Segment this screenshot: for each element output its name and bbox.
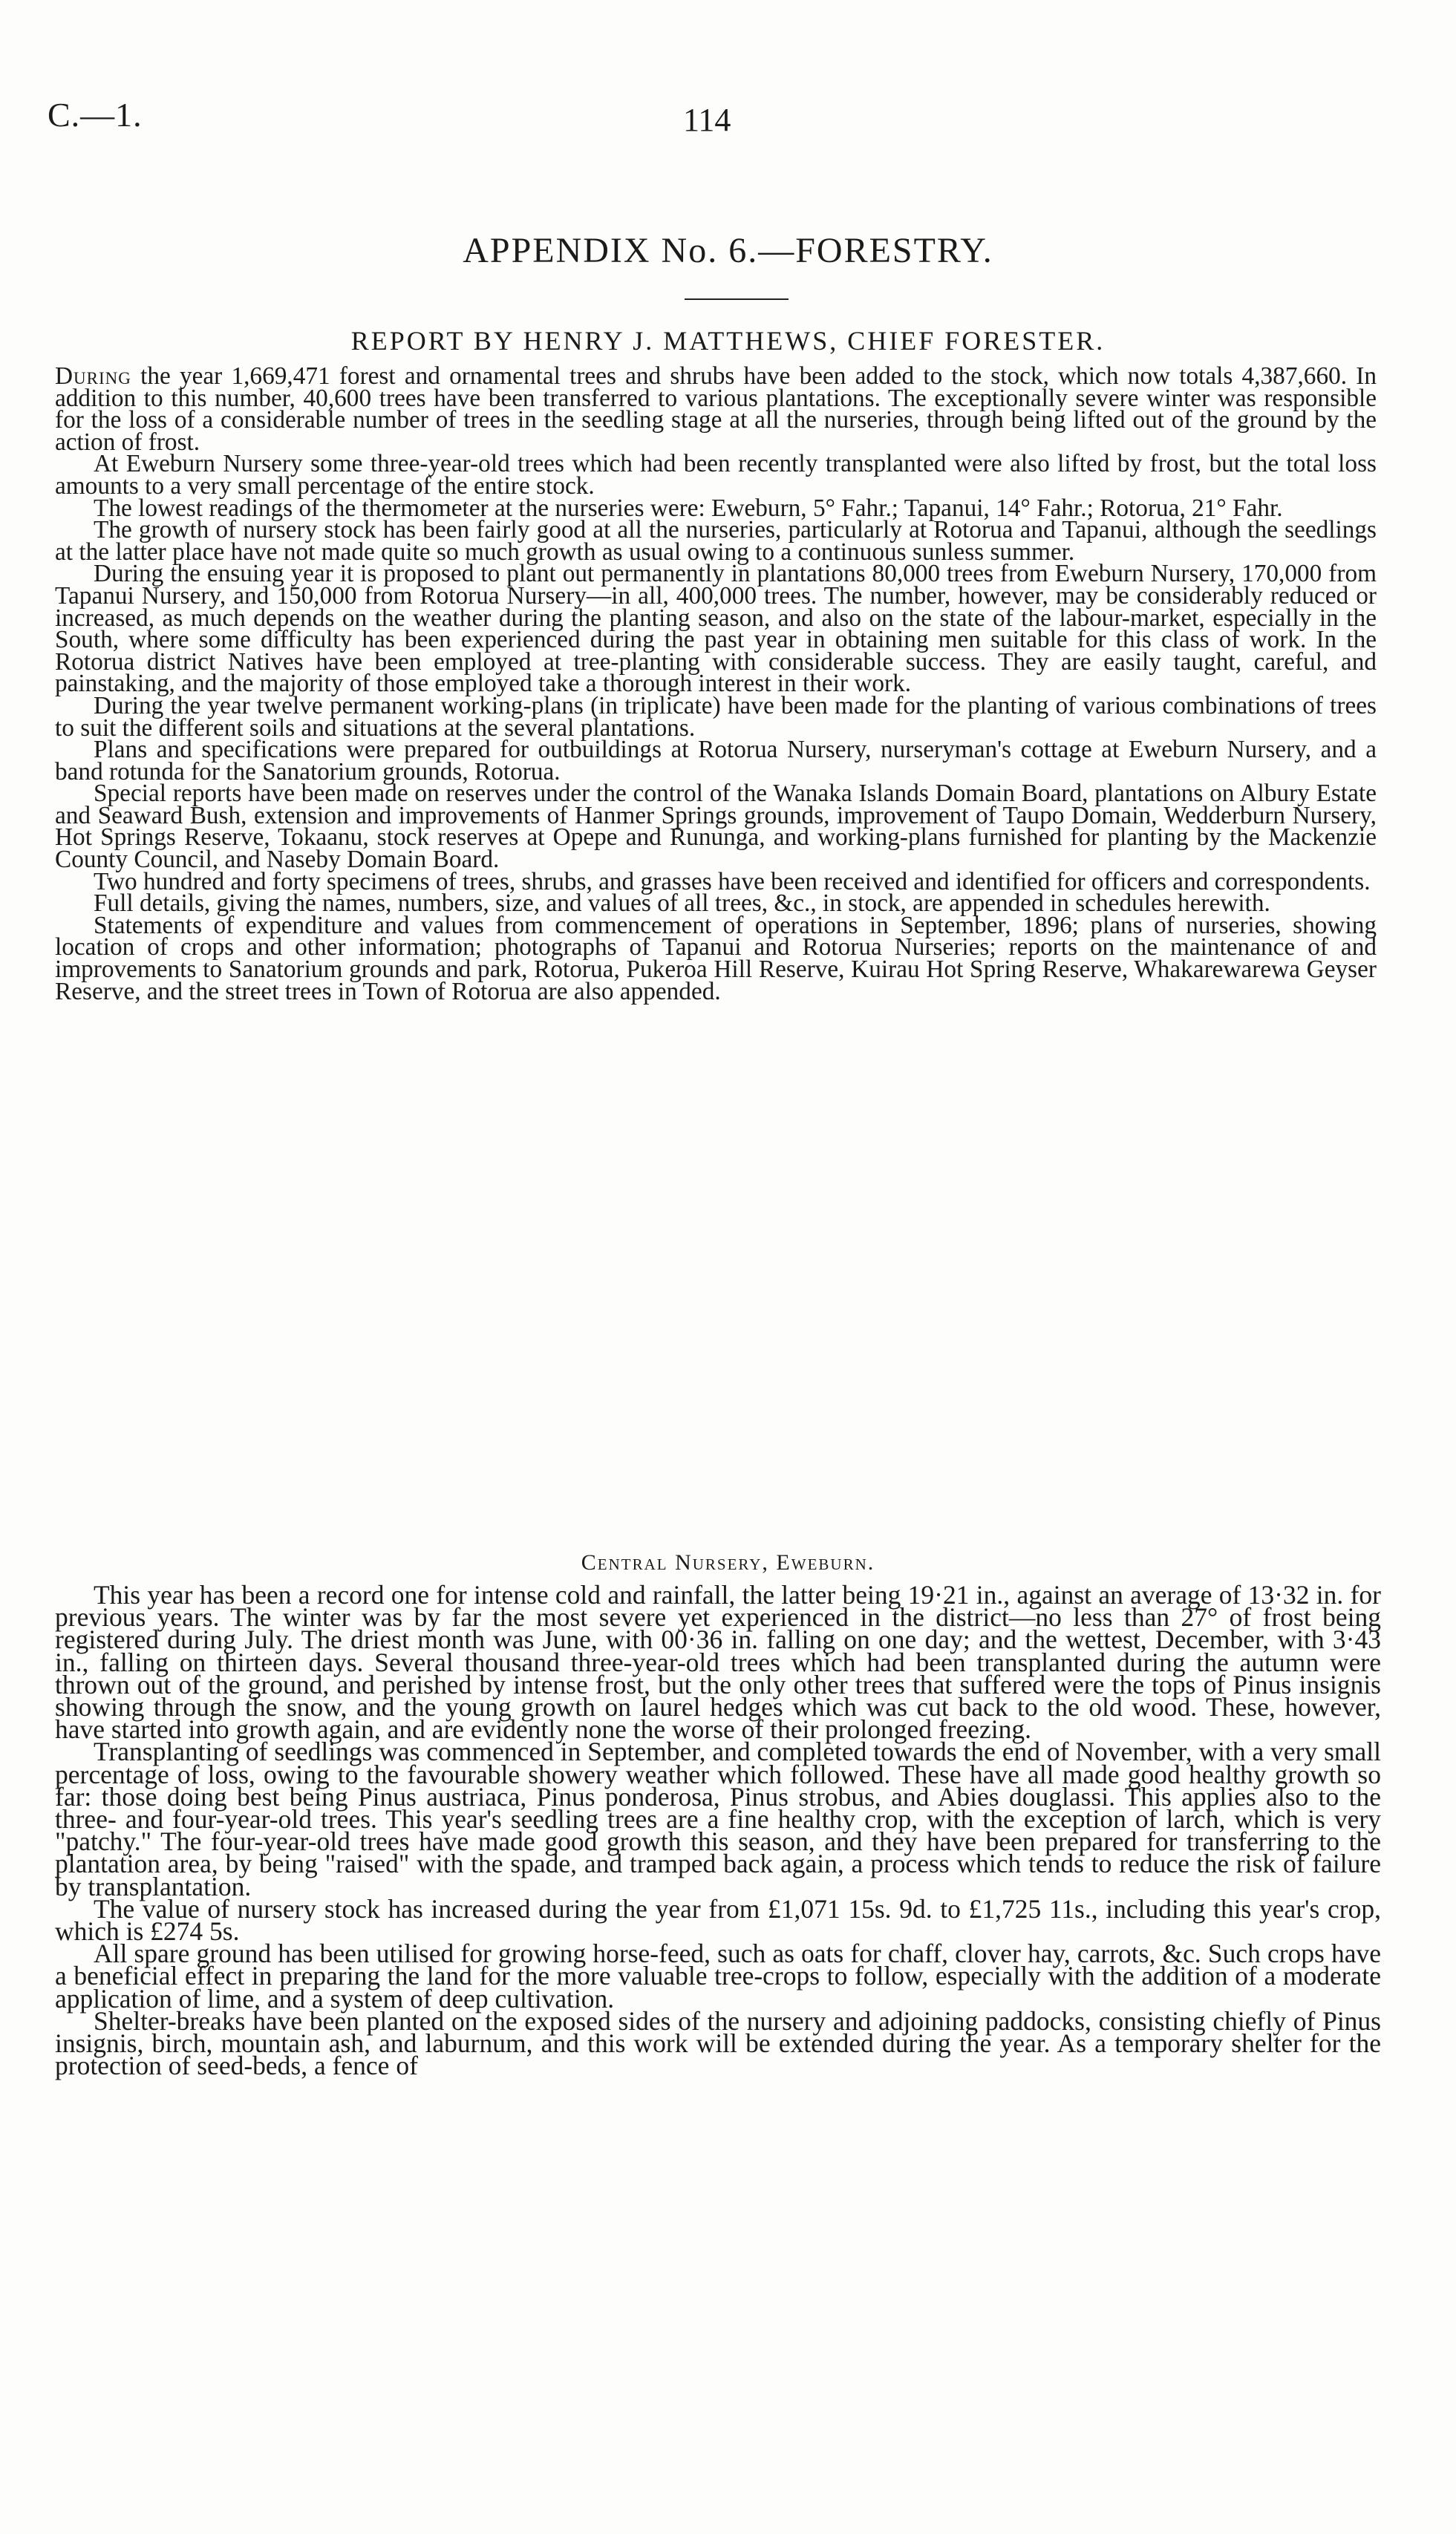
- body-paragraph: The growth of nursery stock has been fairly good at all the nurseries, particularly at Rotorua and Tapanui, although the seedlings at the latter place have not made quite so much growth as usual owing to a continuous sunless summer.: [55, 516, 1377, 566]
- body-paragraph: Shelter-breaks have been planted on the exposed sides of the nursery and adjoining paddocks, consisting chiefly of Pinus insignis, birch, mountain ash, and laburnum, and this work will be extended during the year. As a temporary shelter for the protection of seed-beds, a fence of: [55, 2005, 1381, 2081]
- body-paragraph: During the ensuing year it is proposed to plant out permanently in plantations 80,000 trees from Eweburn Nursery, 170,000 from Tapanui Nursery, and 150,000 from Rotorua Nursery—in all, 400,000 trees. The number, however, may be considerably reduced or increased, as much depends on the weather during the planting season, and also on the state of the labour-market, especially in the South, where some difficulty has been experienced during the past year in obtaining men suitable for this class of work. In the Rotorua district Natives have been employed at tree-planting with considerable success. They are easily taught, careful, and painstaking, and the majority of those employed take a thorough interest in their work.: [55, 560, 1377, 698]
- body-paragraph: This year has been a record one for intense cold and rainfall, the latter being 19·21 in., against an average of 13·32 in. for previous years. The winter was by far the most severe yet experienced in the district—no less than 27° of frost being registered during July. The driest month was June, with 00·36 in. falling on one day; and the wettest, December, with 3·43 in., falling on thirteen days. Several thousand three-year-old trees which had been transplanted during the autumn were thrown out of the ground, and perished by intense frost, but the only other trees that suffered were the tops of Pinus insignis showing through the snow, and the young growth on laurel hedges which was cut back to the old wood. These, however, have started into growth again, and are evidently none the worse of their prolonged freezing.: [55, 1580, 1381, 1745]
- body-paragraph: The lowest readings of the thermometer at the nurseries were: Eweburn, 5° Fahr.; Tapanui, 14° Fahr.; Rotorua, 21° Fahr.: [94, 494, 1283, 522]
- body-paragraph: Transplanting of seedlings was commenced in September, and completed towards the end of November, with a very small percentage of loss, owing to the favourable showery weather which followed. These have all made good healthy growth so far: those doing best being Pinus austriaca, Pinus ponderosa, Pinus strobus, and Abies douglassi. This applies also to the three- and four-year-old trees. This year's seedling trees are a fine healthy crop, with the exception of larch, which is very "patchy." The four-year-old trees have made good growth this season, and they have been prepared for transferring to the plantation area, by being "raised" with the spade, and tramped back again, a process which tends to reduce the risk of failure by transplantation.: [55, 1737, 1381, 1901]
- page-number: 114: [683, 102, 731, 138]
- body-paragraph: Special reports have been made on reserves under the control of the Wanaka Islands Domain Board, plantations on Albury Estate and Seaward Bush, extension and improvements of Hanmer Springs grounds, improvement of Taupo Domain, Wedderburn Nursery, Hot Springs Reserve, Tokaanu, stock reserves at Opepe and Rununga, and working-plans furnished for planting by the Mackenzie County Council, and Naseby Domain Board.: [55, 780, 1377, 874]
- title-divider: [685, 298, 789, 300]
- lead-word: During: [55, 362, 131, 390]
- body-paragraph: At Eweburn Nursery some three-year-old trees which had been recently transplanted were also lifted by frost, but the total loss amounts to a very small percentage of the entire stock.: [55, 450, 1377, 500]
- report-body: [55, 362, 1377, 1005]
- appendix-title: APPENDIX No. 6.—FORESTRY.: [463, 231, 993, 270]
- document-reference: C.—1.: [48, 96, 143, 134]
- page-header: [0, 0, 1456, 178]
- body-paragraph: Plans and specifications were prepared for outbuildings at Rotorua Nursery, nurseryman's cottage at Eweburn Nursery, and a band rotunda for the Sanatorium grounds, Rotorua.: [55, 736, 1377, 786]
- body-paragraph: Two hundred and forty specimens of trees, shrubs, and grasses have been received and identified for officers and correspondents.: [94, 867, 1371, 895]
- body-paragraph: All spare ground has been utilised for growing horse-feed, such as oats for chaff, clover hay, carrots, &c. Such crops have a beneficial effect in preparing the land for the more valuable tree-crops to follow, especially with the addition of a moderate application of lime, and a system of deep cultivation.: [55, 1939, 1381, 2014]
- section-heading: Central Nursery, Eweburn.: [581, 1550, 875, 1575]
- body-paragraph: The value of nursery stock has increased during the year from £1,071 15s. 9d. to £1,725 11s., including this year's crop, which is £274 5s.: [55, 1893, 1381, 1947]
- body-paragraph: Statements of expenditure and values from commencement of operations in September, 1896; plans of nurseries, showing location of crops and other information; photographs of Tapanui and Rotorua Nurseries; reports on the maintenance of and improvements to Sanatorium grounds and park, Rotorua, Pukeroa Hill Reserve, Kuirau Hot Spring Reserve, Whakarewarewa Geyser Reserve, and the street trees in Town of Rotorua are also appended.: [55, 911, 1377, 1005]
- body-paragraph: During the year twelve permanent working-plans (in triplicate) have been made for the planting of various combinations of trees to suit the different soils and situations at the several plantations.: [55, 691, 1377, 742]
- body-paragraph: Full details, giving the names, numbers, size, and values of all trees, &c., in stock, are appended in schedules herewith.: [94, 889, 1270, 918]
- eweburn-section-body: [55, 1580, 1381, 2081]
- intro-paragraph: [55, 362, 1377, 456]
- intro-paragraph-text: the year 1,669,471 forest and ornamental trees and shrubs have been added to the stock, which now totals 4,387,660. In addition to this number, 40,600 trees have been transferred to various plantations. The exceptionally severe winter was responsible for the loss of a considerable number of trees in the seedling stage at all the nurseries, through being lifted out of the ground by the action of frost.: [55, 362, 1377, 456]
- report-title: REPORT BY HENRY J. MATTHEWS, CHIEF FORESTER.: [350, 326, 1106, 356]
